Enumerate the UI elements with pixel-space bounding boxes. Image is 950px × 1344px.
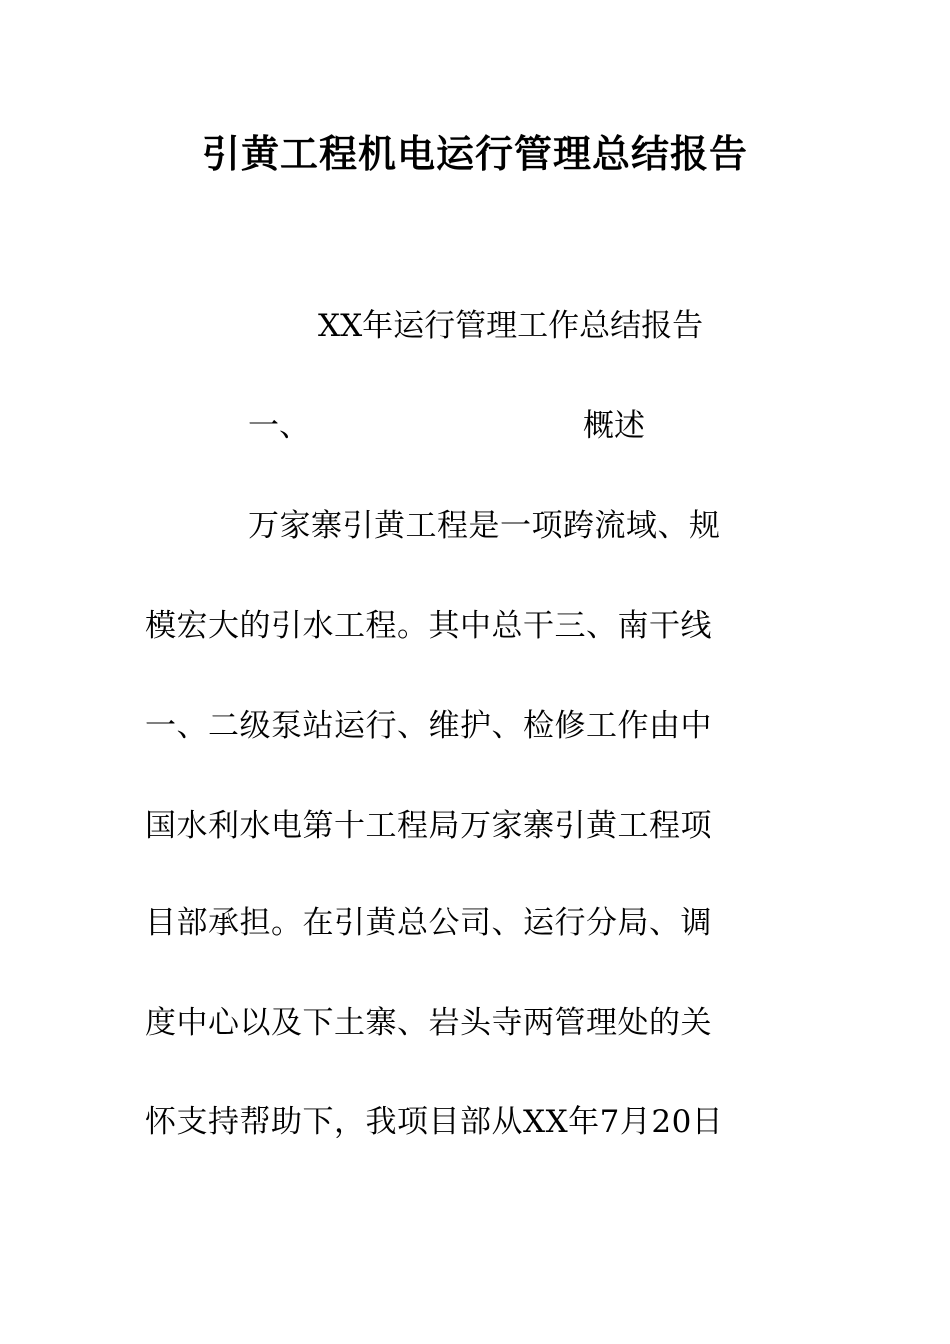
section-number: 一、 xyxy=(248,408,310,444)
body-line: 万家寨引黄工程是一项跨流域、规 xyxy=(248,508,721,544)
document-title: 引黄工程机电运行管理总结报告 xyxy=(201,132,748,176)
body-line: 一、二级泵站运行、维护、检修工作由中 xyxy=(145,708,712,744)
body-line: 模宏大的引水工程。其中总干三、南干线 xyxy=(145,608,712,644)
body-line: 怀支持帮助下，我项目部从XX年7月20日 xyxy=(145,1104,724,1140)
section-title: 概述 xyxy=(583,408,645,444)
document-subtitle: XX年运行管理工作总结报告 xyxy=(318,308,704,344)
body-line: 国水利水电第十工程局万家寨引黄工程项 xyxy=(145,808,712,844)
body-line: 目部承担。在引黄总公司、运行分局、调 xyxy=(145,905,712,941)
body-line: 度中心以及下土寨、岩头寺两管理处的关 xyxy=(145,1005,712,1041)
